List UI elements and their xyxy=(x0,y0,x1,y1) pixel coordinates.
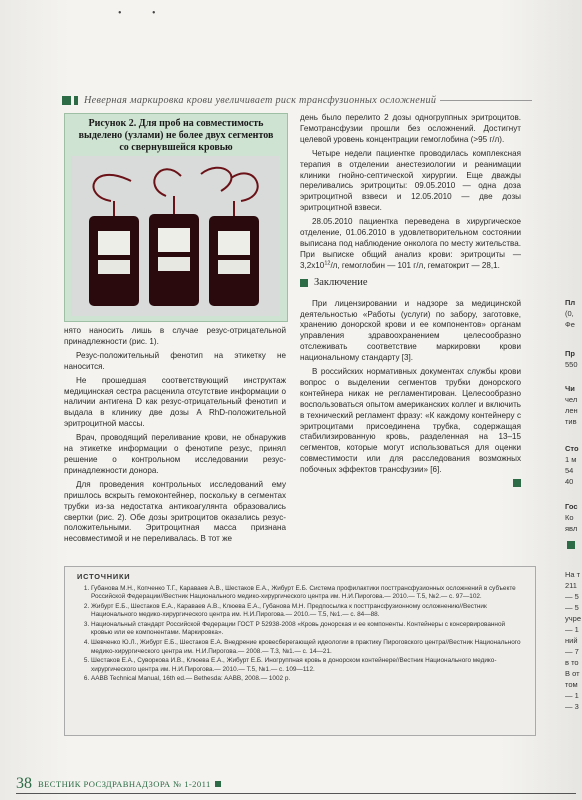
strip-text: — 7 xyxy=(565,647,579,656)
strip-text: явл xyxy=(565,524,578,533)
source-item: 2. Жибурт Е.Б., Шестаков Е.А., Караваев А.В., Клюева Е.А., Губанова М.Н. Предпосылка к посттрансфузионному осложнению//Вестник Национального медико-хирургического центра им. Н.И.Пирогова.— 2010.— Т.5, №1.— с. 84—88. xyxy=(91,603,521,620)
strip-text: том xyxy=(565,680,578,689)
sources-list xyxy=(65,585,535,684)
adjacent-page-strip xyxy=(555,0,582,800)
strip-text: чел xyxy=(565,395,578,404)
source-item: 6. AABB Technical Manual, 16th ed.— Bethesda: AABB, 2008.— 1002 p. xyxy=(91,675,521,683)
blood-bags-illustration xyxy=(71,156,279,316)
strip-text: Ко xyxy=(565,513,574,522)
strip-text: 550 xyxy=(565,360,578,369)
figure-title-line: выделено (узлами) не более двух сегментов xyxy=(78,130,274,141)
header-title: Неверная маркировка крови увеличивает риск трансфузионных осложнений xyxy=(84,94,437,106)
header-square-icon xyxy=(62,96,71,105)
exponent: 12 xyxy=(324,260,331,267)
column-right xyxy=(300,113,521,489)
figure-title-line: со свернувшейся кровью xyxy=(119,142,233,153)
figure-title xyxy=(65,114,287,154)
paragraph: нято наносить лишь в случае резус-отрицательной принадлежности (рис. 1). xyxy=(64,326,286,346)
paragraph: При лицензировании и надзоре за медицинской деятельностью «Работы (услуги) по забору, заготовке, хранению донорской крови и ее компонентов» органам управления здравоохранением целесообразно отслеживать соответствие маркировки крови национальному стандарту [3]. xyxy=(300,298,521,363)
strip-text: 40 xyxy=(565,477,574,486)
paragraph: Для проведения контрольных исследований ему пришлось вскрыть гемоконтейнер, поскольку в сегментах трубки из-за недостатка антикоагулянта образовались свертки (рис. 2). Обе дозы эритроцитов оказались резус-положительными. Эритроцитная масса признана несовместимой и не переливалась. В тот же xyxy=(64,479,286,544)
paragraph xyxy=(300,217,521,272)
paragraph: день было перелито 2 дозы одногруппных эритроцитов. Гемотрансфузии прошли без осложнений. Достигнут целевой уровень концентрации гемоглобина (>95 г/л). xyxy=(300,113,521,144)
source-item: 3. Национальный стандарт Российской Федерации ГОСТ Р 52938-2008 «Кровь донорская и ее компоненты. Контейнеры с консервированной кровью или ее компонентами. Маркировка». xyxy=(91,621,521,638)
figure-title-line: Рисунок 2. Для проб на совместимость xyxy=(88,118,264,129)
paragraph: Не прошедшая соответствующий инструктаж медицинская сестра расценила отсутствие информации о наличии антигена D как резус-отрицательный фенотип и выдала в клинику две дозы A RhD-положительной эритроцитной массы. xyxy=(64,375,286,429)
strip-text: — 1 xyxy=(565,691,579,700)
paragraph: В российских нормативных документах службы крови вопрос о выделении сегментов трубки донорского контейнера никак не регламентирован. Целесообразно воспользоваться опытом американских коллег и включить в технический регламент фразу: «К каждому контейнеру с эритроцитами присоединена трубка, содержащая стабилизированную кровь, разделенная на 13–15 сегментов, которые могут использоваться для оценки совместимости или для расследования возможных побочных эффектов трансфузии» [6]. xyxy=(300,367,521,475)
paragraph: Резус-положительный фенотип на этикетку не наносится. xyxy=(64,350,286,371)
strip-text: Чи xyxy=(565,384,575,393)
strip-text: — 1 xyxy=(565,625,579,634)
running-header xyxy=(62,93,532,107)
page-number: 38 xyxy=(16,775,32,792)
sources-heading: ИСТОЧНИКИ xyxy=(77,572,131,581)
page-footer xyxy=(16,776,276,792)
paragraph-text: /л, гемоглобин — 101 г/л, гематокрит — 28,1. xyxy=(330,260,500,270)
paragraph: Врач, проводящий переливание крови, не обнаружив на этикетке информации о фенотипе резус, принял решение о контрольном исследовании резус-принадлежности донора. xyxy=(64,433,286,475)
sources-box xyxy=(64,566,536,736)
strip-text: Фе xyxy=(565,320,575,329)
strip-text: лен xyxy=(565,406,578,415)
strip-text: Пр xyxy=(565,349,575,358)
section-square-icon xyxy=(300,279,308,287)
blood-bags-photo xyxy=(71,156,279,316)
strip-text: 211 xyxy=(565,581,577,590)
section-title: Заключение xyxy=(314,276,368,288)
figure-2 xyxy=(64,113,288,322)
strip-text: В от xyxy=(565,669,580,678)
strip-text: — 5 xyxy=(565,603,579,612)
footer-square-icon xyxy=(215,781,221,787)
strip-square-icon xyxy=(567,541,575,549)
strip-text: ний xyxy=(565,636,578,645)
strip-text: — 3 xyxy=(565,702,579,711)
strip-text: 1 м xyxy=(565,455,577,464)
strip-text: Пл xyxy=(565,298,576,307)
strip-text: — 5 xyxy=(565,592,579,601)
end-mark xyxy=(300,478,521,489)
punch-marks: • • xyxy=(118,8,170,19)
section-heading xyxy=(300,278,521,289)
strip-text: учре xyxy=(565,614,581,623)
column-left xyxy=(64,326,286,545)
header-rule xyxy=(440,100,532,101)
source-item: 5. Шестаков Е.А., Суворкова И.В., Клюева Е.А., Жибурт Е.Б. Иногруппная кровь в донорском контейнере//Вестник Национального медико-хирургического центра им. Н.И.Пирогова.— 2010.— Т.5, №1.— с. 109—112. xyxy=(91,657,521,674)
strip-text: На т xyxy=(565,570,581,579)
strip-text: тив xyxy=(565,417,577,426)
paragraph: Четыре недели пациентке проводилась комплексная терапия в отделении анестезиологии и реанимации клиники гнойно-септической хирургии. Еще дважды переливались эритроциты: 09.05.2010 — одна доза эритроцитной взвеси и 12.05.2010 — две дозы эритроцитной взвеси. xyxy=(300,148,521,213)
strip-text: Гос xyxy=(565,502,578,511)
header-bar-icon xyxy=(74,96,78,105)
strip-text: 54 xyxy=(565,466,574,475)
strip-text: (0, xyxy=(565,309,574,318)
strip-text: в то xyxy=(565,658,579,667)
source-item: 4. Шевченко Ю.Л., Жибурт Е.Б., Шестаков Е.А. Внедрение кровесберегающей идеологии в практику Пироговского центра//Вестник Национального медико-хирургического центра им. Н.И.Пирогова.— 2008.— Т.3, №1.— с. 14—21. xyxy=(91,639,521,656)
journal-name: ВЕСТНИК РОСЗДРАВНАДЗОРА № 1-2011 xyxy=(38,779,211,789)
strip-text: Сто xyxy=(565,444,579,453)
end-square-icon xyxy=(513,479,521,487)
paragraph-text: 28.05.2010 пациентка переведена в хирургическое отделение, 01.06.2010 в удовлетворительном состоянии выписана под наблюдение онколога по месту жительства. При выписке общий анализ крови: эритроциты — 3,2x10 xyxy=(300,217,521,270)
footer-rule xyxy=(16,793,576,794)
source-item: 1. Губанова М.Н., Копченко Т.Г., Караваев А.В., Шестаков Е.А., Жибурт Е.Б. Система профилактики посттрансфузионных осложнений в субъекте Российской Федерации//Вестник Национального медико-хирургического центра им. Н.И.Пирогова.— 2010.— Т.5, №2.— с. 97—102. xyxy=(91,585,521,602)
